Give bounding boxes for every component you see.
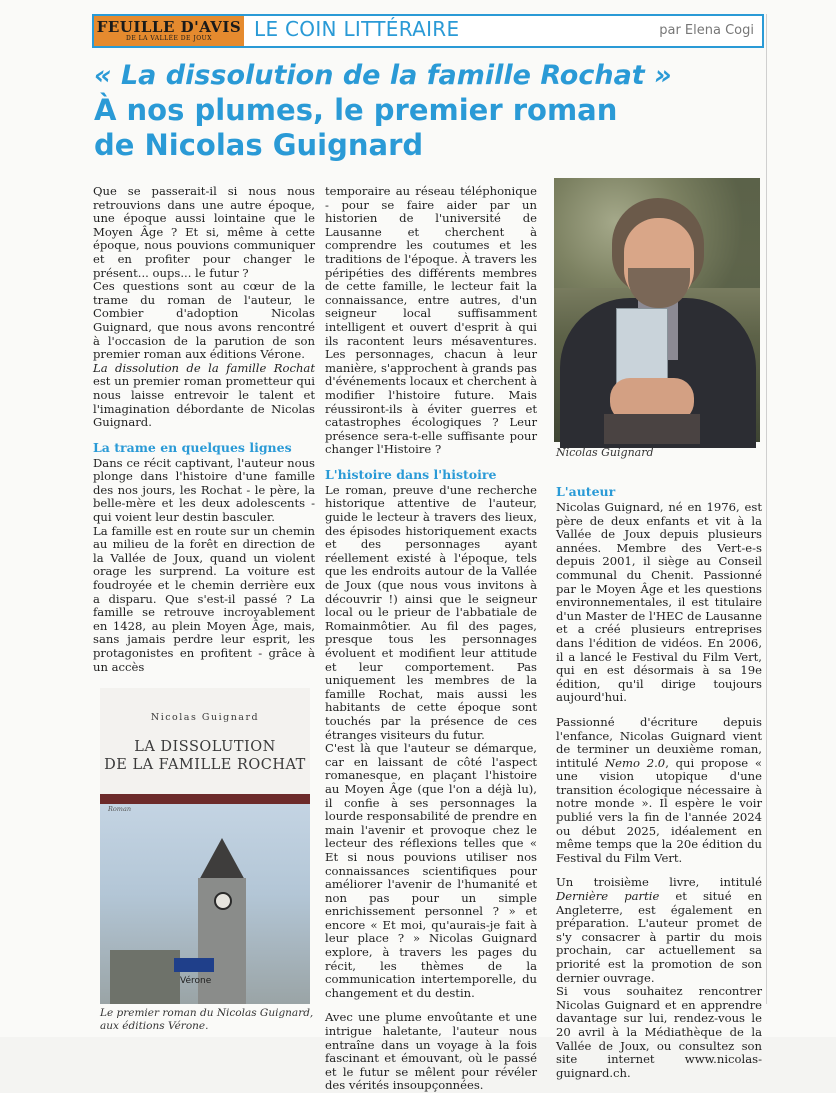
cover-publisher: Vérone — [180, 976, 212, 986]
book-title-inline: Dernière partie — [556, 889, 660, 904]
article-headline — [94, 58, 754, 163]
paragraph: Ces questions sont au cœur de la trame du roman de l'auteur, le Combier d'adoption Nicolas Guignard, que nous avons rencontré à l'occasion de la parution de son premier roman aux éditions Vérone. — [93, 279, 315, 362]
author-photo — [554, 178, 760, 442]
subheading-auteur: L'auteur — [556, 484, 616, 499]
paragraph: Avec une plume envoûtante et une intrigue haletante, l'auteur nous entraîne dans un voyage à la fois fascinant et émouvant, où le passé et le futur se mêlent pour révéler des vérités insoupçonnées. — [325, 1010, 537, 1093]
byline: par Elena Cogi — [659, 23, 754, 38]
paragraph: Si vous souhaitez rencontrer Nicolas Guignard et en apprendre davantage sur lui, rendez-vous le 20 avril à la Médiathèque de la Vallée de Joux, ou consultez son site internet www.nicolas-guignard.ch. — [556, 984, 762, 1080]
logo-subtitle: DE LA VALLÉE DE JOUX — [126, 35, 212, 42]
section-title: LE COIN LITTÉRAIRE — [254, 17, 460, 41]
page-edge — [766, 14, 767, 1004]
book-title-inline: Nemo 2.0 — [605, 755, 666, 770]
paragraph-text: est un premier roman prometteur qui nous laisse entrevoir le talent et l'imagination débordante de Nicolas Guignard. — [93, 374, 315, 430]
book-caption: Le premier roman du Nicolas Guignard, aux éditions Vérone. — [100, 1007, 314, 1032]
logo-title: FEUILLE D'AVIS — [96, 18, 242, 36]
section-header — [92, 14, 764, 48]
column-2 — [325, 185, 537, 1093]
headline-line-2: À nos plumes, le premier roman — [94, 93, 618, 127]
book-title-inline: La dissolution de la famille Rochat — [93, 360, 315, 375]
newspaper-logo — [94, 16, 244, 46]
paragraph: Nicolas Guignard, né en 1976, est père de deux enfants et vit à la Vallée de Joux depuis plusieurs années. Membre des Vert-e-s depuis 2001, il siège au Conseil communal du Chenit. Passionné par le Moyen Âge et les questions environnementales, il est titulaire d'un Master de l'HEC de Lausanne et a créé plusieurs entreprises dans l'édition de vidéos. En 2006, il a lancé le Festival du Film Vert, qui en est désormais à sa 19e édition, qu'il dirige toujours aujourd'hui. — [556, 500, 762, 705]
paragraph-text: et situé en Angleterre, est également en préparation. L'auteur promet de s'y consacrer à partir du mois prochain, car actuellement sa priorité est la promotion de son dernier ouvrage. — [556, 889, 762, 985]
headline-quote: « La dissolution de la famille Rochat » — [94, 60, 672, 91]
cover-title-line-2: DE LA FAMILLE ROCHAT — [104, 757, 306, 773]
clock-icon — [214, 892, 232, 910]
cover-band — [100, 794, 310, 804]
paragraph — [93, 362, 315, 430]
paragraph: Le roman, preuve d'une recherche historique attentive de l'auteur, guide le lecteur à travers des lieux, des épisodes historiquement exacts et des personnages ayant réellement existé à l'époque, tels que les endroits autour de la Vallée de Joux (que nous vous invitons à découvrir !) ainsi que le seigneur local ou le prieur de l'abbatiale de Romainmôtier. Au fil des pages, presque tous les personnages évoluent et modifient leur attitude et leur comportement. Pas uniquement les membres de la famille Rochat, mais aussi les habitants de cette époque sont touchés par la présence de ces étranges visiteurs du futur. — [325, 482, 537, 742]
paragraph: temporaire au réseau téléphonique - pour se faire aider par un historien de l'université de Lausanne et cherchent à comprendre les coutumes et les traditions de l'époque. À travers les péripéties des différents membres de cette famille, le lecteur fait la connaissance, entre autres, d'un seigneur local suffisamment intelligent et ouvert d'esprit à qui ils racontent leurs mésaventures. Les personnages, chacun à leur manière, s'approchent à grands pas d'événements locaux et cherchent à modifier l'histoire future. Mais réussiront-ils à éviter guerres et catastrophes écologiques ? Leur présence sera-t-elle suffisante pour changer l'Histoire ? — [325, 184, 537, 457]
paragraph: La famille est en route sur un chemin au milieu de la forêt en direction de la Vallée de Joux, quand un violent orage les surprend. La voiture est foudroyée et le chemin derrière eux a disparu. Que s'est-il passé ? La famille se retrouve incroyablement en 1428, au plein Moyen Âge, mais, sans jamais perdre leur esprit, les protagonistes en profitent - grâce à un accès — [93, 523, 315, 674]
column-3 — [556, 474, 762, 1080]
subheading-trame: La trame en quelques lignes — [93, 439, 292, 455]
cover-title-line-1: LA DISSOLUTION — [134, 739, 276, 755]
headline-line-3: de Nicolas Guignard — [94, 128, 424, 162]
book-cover-image — [100, 688, 310, 1004]
paragraph-text: Passionné d'écriture depuis l'enfance, Nicolas Guignard vient de terminer un deuxième roman, intitulé — [556, 714, 762, 770]
paragraph-text: Un troisième livre, intitulé — [556, 875, 762, 890]
cover-genre: Roman — [108, 805, 132, 813]
paragraph: Que se passerait-il si nous nous retrouvions dans une autre époque, une époque aussi lointaine que le Moyen Âge ? Et si, même à cette époque, nous pouvions communiquer et en profiter pour changer le présent... oups... le futur ? — [93, 184, 315, 280]
paragraph — [556, 876, 762, 985]
paragraph: Dans ce récit captivant, l'auteur nous plonge dans l'histoire d'une famille des nos jours, les Rochat - le père, la belle-mère et les deux adolescents - qui voient leur destin basculer. — [93, 455, 315, 525]
photo-bag — [604, 414, 700, 444]
cover-tower-roof — [198, 838, 246, 882]
paragraph — [556, 716, 762, 866]
paragraph-text: , qui propose « une vision utopique d'une transition écologique nécessaire à notre monde ». Il espère le voir publié vers la fin de l'année 2024 ou début 2025, idéalement en même temps que la 20e édition du Festival du Film Vert. — [556, 755, 762, 865]
cover-house — [110, 950, 180, 1004]
subheading-histoire: L'histoire dans l'histoire — [325, 466, 497, 482]
cover-author: Nicolas Guignard — [150, 712, 260, 723]
photo-caption: Nicolas Guignard — [556, 446, 654, 459]
paragraph: C'est là que l'auteur se démarque, car en laissant de côté l'aspect romanesque, en plaçant l'histoire au Moyen Âge (que l'on a déjà lu), il confie à ses personnages la lourde responsabilité de prendre en main l'avenir et provoque chez le lecteur des réflexions telles que « Et si nous pouvions utiliser nos connaissances scientifiques pour améliorer l'avenir de l'humanité et non pas pour un simple enrichissement personnel ? » et encore « Et moi, qu'aurais-je fait à leur place ? » Nicolas Guignard explore, à travers les pages du récit, les thèmes de la communication intertemporelle, du changement et du destin. — [325, 741, 537, 1000]
cover-title — [100, 738, 310, 774]
column-1 — [93, 185, 315, 674]
publisher-logo — [174, 958, 214, 972]
